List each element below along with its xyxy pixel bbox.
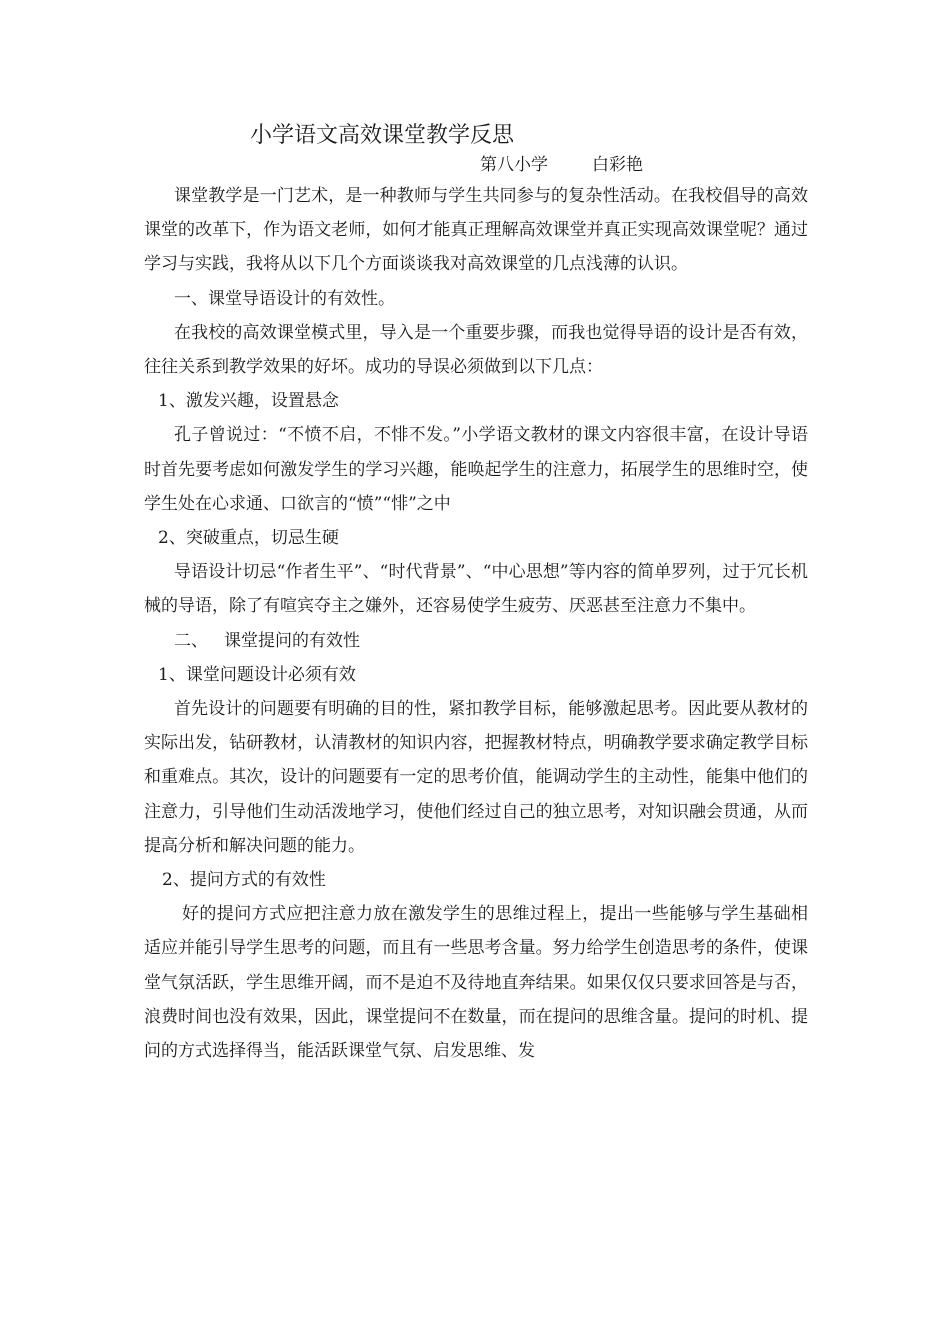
paragraph-focus: 导语设计切忌“作者生平”、“时代背景”、“中心思想”等内容的简单罗列，过于冗长机械的导语，除了有喧宾夺主之嫌外，还容易使学生疲劳、厌恶甚至注意力不集中。 bbox=[144, 562, 808, 617]
section-heading-2-number: 二、 bbox=[174, 630, 208, 651]
section-heading-1: 一、课堂导语设计的有效性。 bbox=[174, 288, 395, 309]
subsection-heading-2-1: 1、课堂问题设计必须有效 bbox=[158, 664, 356, 685]
section-heading-2 bbox=[144, 624, 808, 658]
document-title: 小学语文高效课堂教学反思 bbox=[250, 123, 515, 148]
subsection-heading-1-2: 2、突破重点，切忌生硬 bbox=[158, 528, 339, 549]
subsection-heading-1-1: 1、激发兴趣，设置悬念 bbox=[158, 391, 339, 412]
author-school: 第八小学 bbox=[480, 155, 548, 175]
paragraph-question-design: 首先设计的问题要有明确的目的性，紧扣教学目标，能够激起思考。因此要从教材的实际出发，钻研教材，认清教材的知识内容，把握教材特点，明确教学要求确定教学目标和重难点。其次，设计的问题要有一定的思考价值，能调动学生的主动性，能集中他们的注意力，引导他们生动活泼地学习，使他们经过自己的独立思考，对知识融会贯通，从而提高分析和解决问题的能力。 bbox=[144, 699, 808, 856]
author-line bbox=[480, 150, 643, 175]
paragraph-intro-design: 在我校的高效课堂模式里，导入是一个重要步骤，而我也觉得导语的设计是否有效，往往关系到教学效果的好坏。成功的导误必须做到以下几点： bbox=[144, 322, 808, 378]
paragraph-intro: 课堂教学是一门艺术，是一种教师与学生共同参与的复杂性活动。在我校倡导的高效课堂的改革下，作为语文老师，如何才能真正理解高效课堂并真正实现高效课堂呢？通过学习与实践，我将从以下几个方面谈谈我对高效课堂的几点浅薄的认识。 bbox=[144, 186, 808, 275]
author-name: 白彩艳 bbox=[592, 155, 643, 175]
paragraph-interest: 孔子曾说过：“不愤不启，不悱不发。”小学语文教材的课文内容很丰富，在设计导语时首先要考虑如何激发学生的学习兴趣，能唤起学生的注意力，拓展学生的思维时空，使学生处在心求通、口欲言的“愤”“悱”之中 bbox=[144, 425, 808, 514]
subsection-heading-2-2: 2、提问方式的有效性 bbox=[162, 870, 326, 891]
document-body bbox=[144, 179, 808, 1068]
paragraph-question-method: 好的提问方式应把注意力放在激发学生的思维过程上，提出一些能够与学生基础相适应并能引导学生思考的问题，而且有一些思考含量。努力给学生创造思考的条件，使课堂气氛活跃，学生思维开阔，而不是迫不及待地直奔结果。如果仅仅只要求回答是与否，浪费时间也没有效果，因此，课堂提问不在数量，而在提问的思维含量。提问的时机、提问的方式选择得当，能活跃课堂气氛、启发思维、发 bbox=[144, 904, 808, 1062]
section-heading-2-text: 课堂提问的有效性 bbox=[224, 630, 360, 651]
